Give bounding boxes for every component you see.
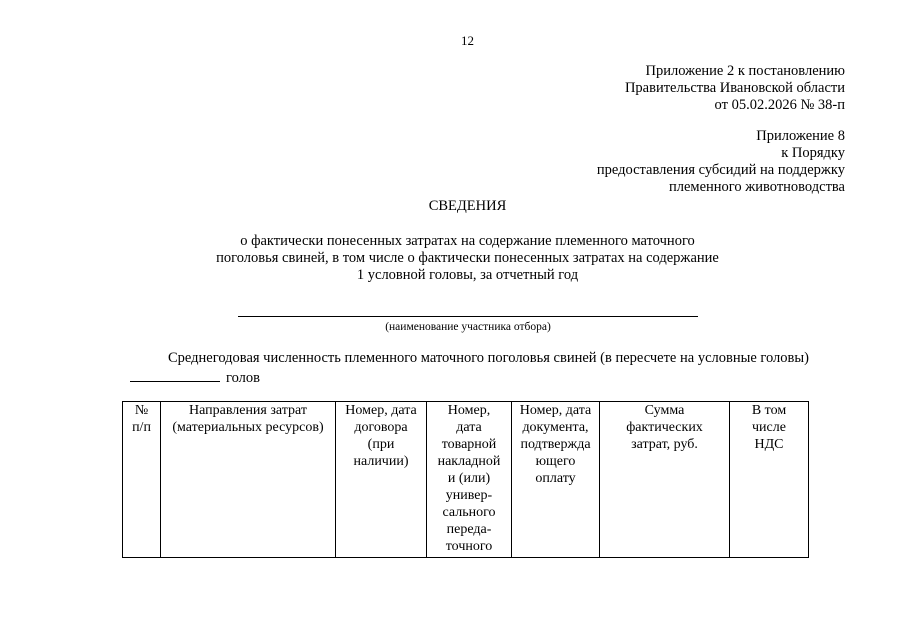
document-subtitle <box>0 233 905 284</box>
column-header-expense-directions: Направления затрат (материальных ресурсов) <box>161 402 336 558</box>
appendix-8-reference <box>597 128 845 196</box>
expenses-table <box>122 401 809 558</box>
column-header-contract: Номер, дата договора (при наличии) <box>336 402 427 558</box>
column-header-invoice: Номер, дата товарной накладной и (или) универ- сального переда- точного <box>427 402 512 558</box>
appendix-2-reference <box>625 63 845 114</box>
table-header-row <box>123 402 809 558</box>
page-number: 12 <box>461 33 474 48</box>
column-header-payment-document: Номер, дата документа, подтвержда ющего оплату <box>512 402 600 558</box>
appendix-2-line: Правительства Ивановской области <box>624 80 845 96</box>
appendix-8-line: племенного животноводства <box>668 179 845 195</box>
subtitle-line: поголовья свиней, в том числе о фактически понесенных затратах на содержание <box>216 250 719 266</box>
headcount-unit: голов <box>226 370 260 386</box>
appendix-2-line: Приложение 2 к постановлению <box>645 63 845 79</box>
appendix-2-line: от 05.02.2026 № 38-п <box>714 97 845 113</box>
subtitle-line: о фактически понесенных затратах на содержание племенного маточного <box>240 233 695 249</box>
headcount-paragraph: Среднегодовая численность племенного маточного поголовья свиней (в пересчете на условные головы) <box>168 350 809 366</box>
headcount-value-row <box>130 369 260 387</box>
column-header-number: № п/п <box>123 402 161 558</box>
column-header-actual-cost: Сумма фактических затрат, руб. <box>600 402 730 558</box>
column-header-vat: В том числе НДС <box>730 402 809 558</box>
participant-name-blank-line[interactable] <box>238 316 698 317</box>
appendix-8-line: предоставления субсидий на поддержку <box>596 162 845 178</box>
participant-name-caption: (наименование участника отбора) <box>385 321 551 333</box>
appendix-8-line: Приложение 8 <box>756 128 845 144</box>
headcount-blank-field[interactable] <box>130 369 220 382</box>
document-title: СВЕДЕНИЯ <box>428 198 507 214</box>
appendix-8-line: к Порядку <box>781 145 845 161</box>
subtitle-line: 1 условной головы, за отчетный год <box>356 267 579 283</box>
